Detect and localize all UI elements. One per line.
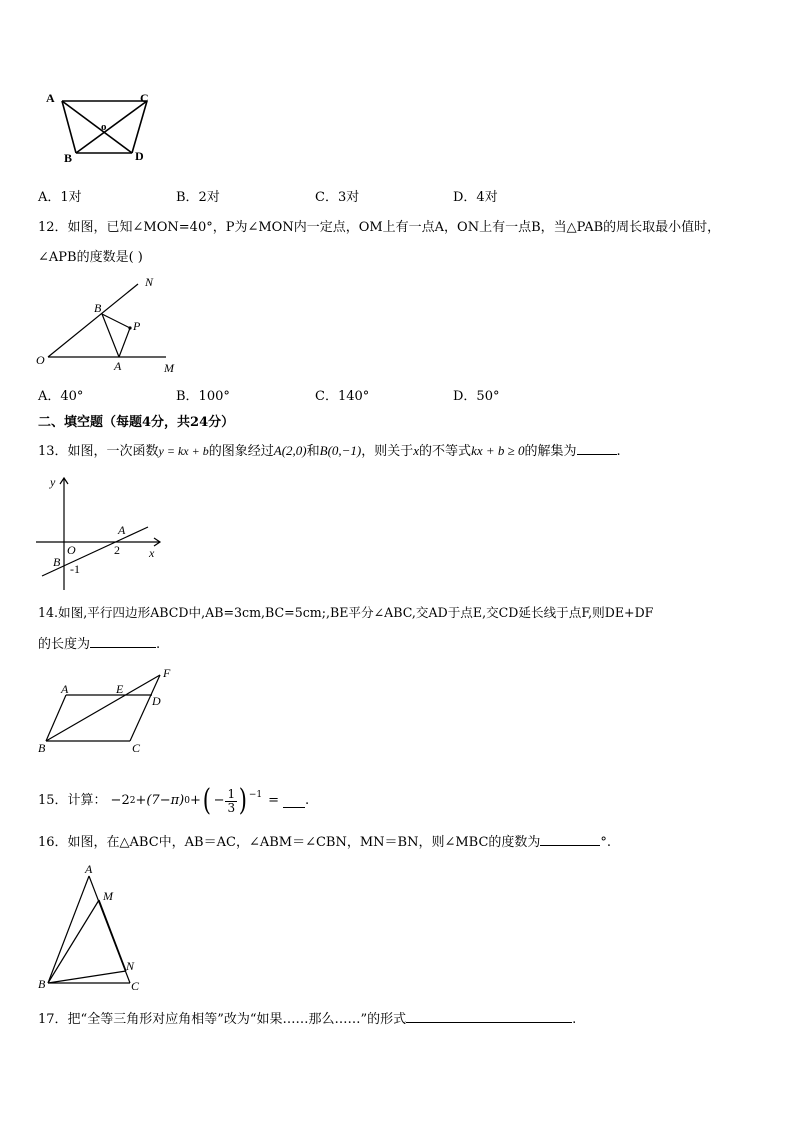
q16-label-B: B	[38, 977, 46, 991]
q16-text: 16．如图，在△ABC中，AB＝AC，∠ABM＝∠CBN，MN＝BN，则∠MBC的度数为	[38, 835, 541, 850]
q15-paren-group: ( − $\frac{1}{3}$ )	[202, 783, 248, 818]
q12-option-c: C．140°	[315, 389, 370, 404]
q16-label-C: C	[131, 979, 140, 993]
q12-option-a: A．40°	[38, 389, 84, 404]
q12-label-P: P	[133, 319, 141, 333]
q13-function: y = kx + b	[158, 444, 209, 458]
q15-stem	[38, 783, 310, 818]
q15-answer-blank[interactable]	[283, 795, 305, 808]
q15-equals: =	[268, 793, 280, 808]
q15-term-b: +(7−π)	[135, 793, 185, 808]
section-heading-fill-in: 二、填空题（每题4分，共24分）	[38, 415, 235, 430]
q15-exp-c: −1	[248, 790, 263, 800]
q13-text-e: 的不等式	[419, 444, 472, 459]
q14-answer-blank[interactable]	[90, 635, 156, 648]
q12-figure	[30, 272, 190, 377]
q15-fraction-numerator: 1	[227, 786, 236, 801]
q15-prefix: 15．计算：	[38, 793, 107, 808]
q13-label-neg1: -1	[70, 562, 80, 576]
q14-label-A: A	[61, 682, 69, 696]
q12-label-O: O	[36, 353, 45, 367]
q16-label-M: M	[103, 889, 113, 903]
q16-label-N: N	[126, 959, 135, 973]
q12-label-N: N	[145, 275, 154, 289]
q17-tail: .	[572, 1012, 577, 1027]
q12-stem-line2: ∠APB的度数是( )	[38, 250, 143, 265]
q12-stem-line1: 12．如图，已知∠MON=40°，P为∠MON内一定点，OM上有一点A，ON上有一点B，当△PAB的周长取最小值时，	[38, 220, 721, 235]
q15-exp-a: 2	[129, 796, 136, 806]
q12-label-B: B	[94, 301, 102, 315]
q13-answer-blank[interactable]	[577, 442, 617, 455]
q14-label-F: F	[163, 666, 171, 680]
q13-text-b: 的图象经过	[208, 444, 274, 459]
q14-label-E: E	[116, 682, 124, 696]
q17-answer-blank[interactable]	[406, 1010, 572, 1023]
q11-option-b: B．2对	[176, 190, 220, 205]
q13-label-A: A	[118, 523, 126, 537]
q11-figure	[40, 88, 160, 168]
q14-text: 的长度为	[38, 637, 91, 652]
q13-inequality: kx + b ≥ 0	[471, 443, 525, 458]
q13-point-b: B(0,−1)	[319, 443, 362, 458]
q13-label-x: x	[149, 546, 155, 560]
q16-stem	[38, 833, 611, 852]
q11-option-a: A．1对	[38, 190, 82, 205]
q11-label-O: o	[101, 121, 107, 133]
q12-label-A: A	[114, 359, 122, 373]
q15-fraction-denominator: 3	[227, 800, 236, 815]
q15-plus: +	[189, 793, 201, 808]
q14-figure	[34, 664, 184, 756]
q13-point-a: A(2,0)	[273, 443, 307, 458]
q13-label-y: y	[50, 475, 56, 489]
q13-stem	[38, 442, 621, 461]
q16-tail: °.	[600, 835, 612, 850]
q14-label-D: D	[152, 694, 161, 708]
q14-stem-line2	[38, 635, 160, 654]
q11-label-B: B	[64, 151, 73, 165]
q16-answer-blank[interactable]	[540, 833, 600, 846]
q11-option-c: C．3对	[315, 190, 360, 205]
q13-var-x: x	[413, 443, 420, 458]
q13-text-a: 13．如图，一次函数	[38, 444, 159, 459]
q17-text: 17．把“全等三角形对应角相等”改为“如果……那么……”的形式	[38, 1012, 407, 1027]
q14-label-B: B	[38, 741, 46, 755]
q13-text-c: 和	[306, 444, 320, 459]
q12-label-M: M	[164, 361, 174, 375]
q12-option-d: D．50°	[453, 389, 500, 404]
q13-label-two: 2	[114, 543, 120, 557]
q15-exp-b: 0	[184, 796, 190, 806]
q11-option-d: D．4对	[453, 190, 498, 205]
q16-label-A: A	[85, 862, 93, 876]
q15-term-a: −2	[110, 793, 130, 808]
q13-label-O: O	[67, 543, 76, 557]
q13-figure	[32, 470, 172, 595]
q14-tail: .	[156, 637, 161, 652]
q16-figure	[32, 858, 152, 998]
q13-text-f: 的解集为	[524, 444, 577, 459]
q11-label-C: C	[140, 91, 149, 105]
q13-label-B: B	[53, 555, 61, 569]
q14-stem-line1: 14.如图,平行四边形ABCD中,AB=3cm,BC=5cm;,BE平分∠ABC,交AD于点E,交CD延长线于点F,则DE+DF	[38, 605, 654, 620]
q12-option-b: B．100°	[176, 389, 230, 404]
q11-label-A: A	[46, 91, 55, 105]
q13-text-d: ，则关于	[361, 444, 414, 459]
q15-tail: .	[305, 793, 310, 808]
q17-stem	[38, 1010, 576, 1029]
q14-label-C: C	[132, 741, 141, 755]
q11-label-D: D	[135, 149, 144, 163]
q13-tail: .	[616, 444, 621, 459]
